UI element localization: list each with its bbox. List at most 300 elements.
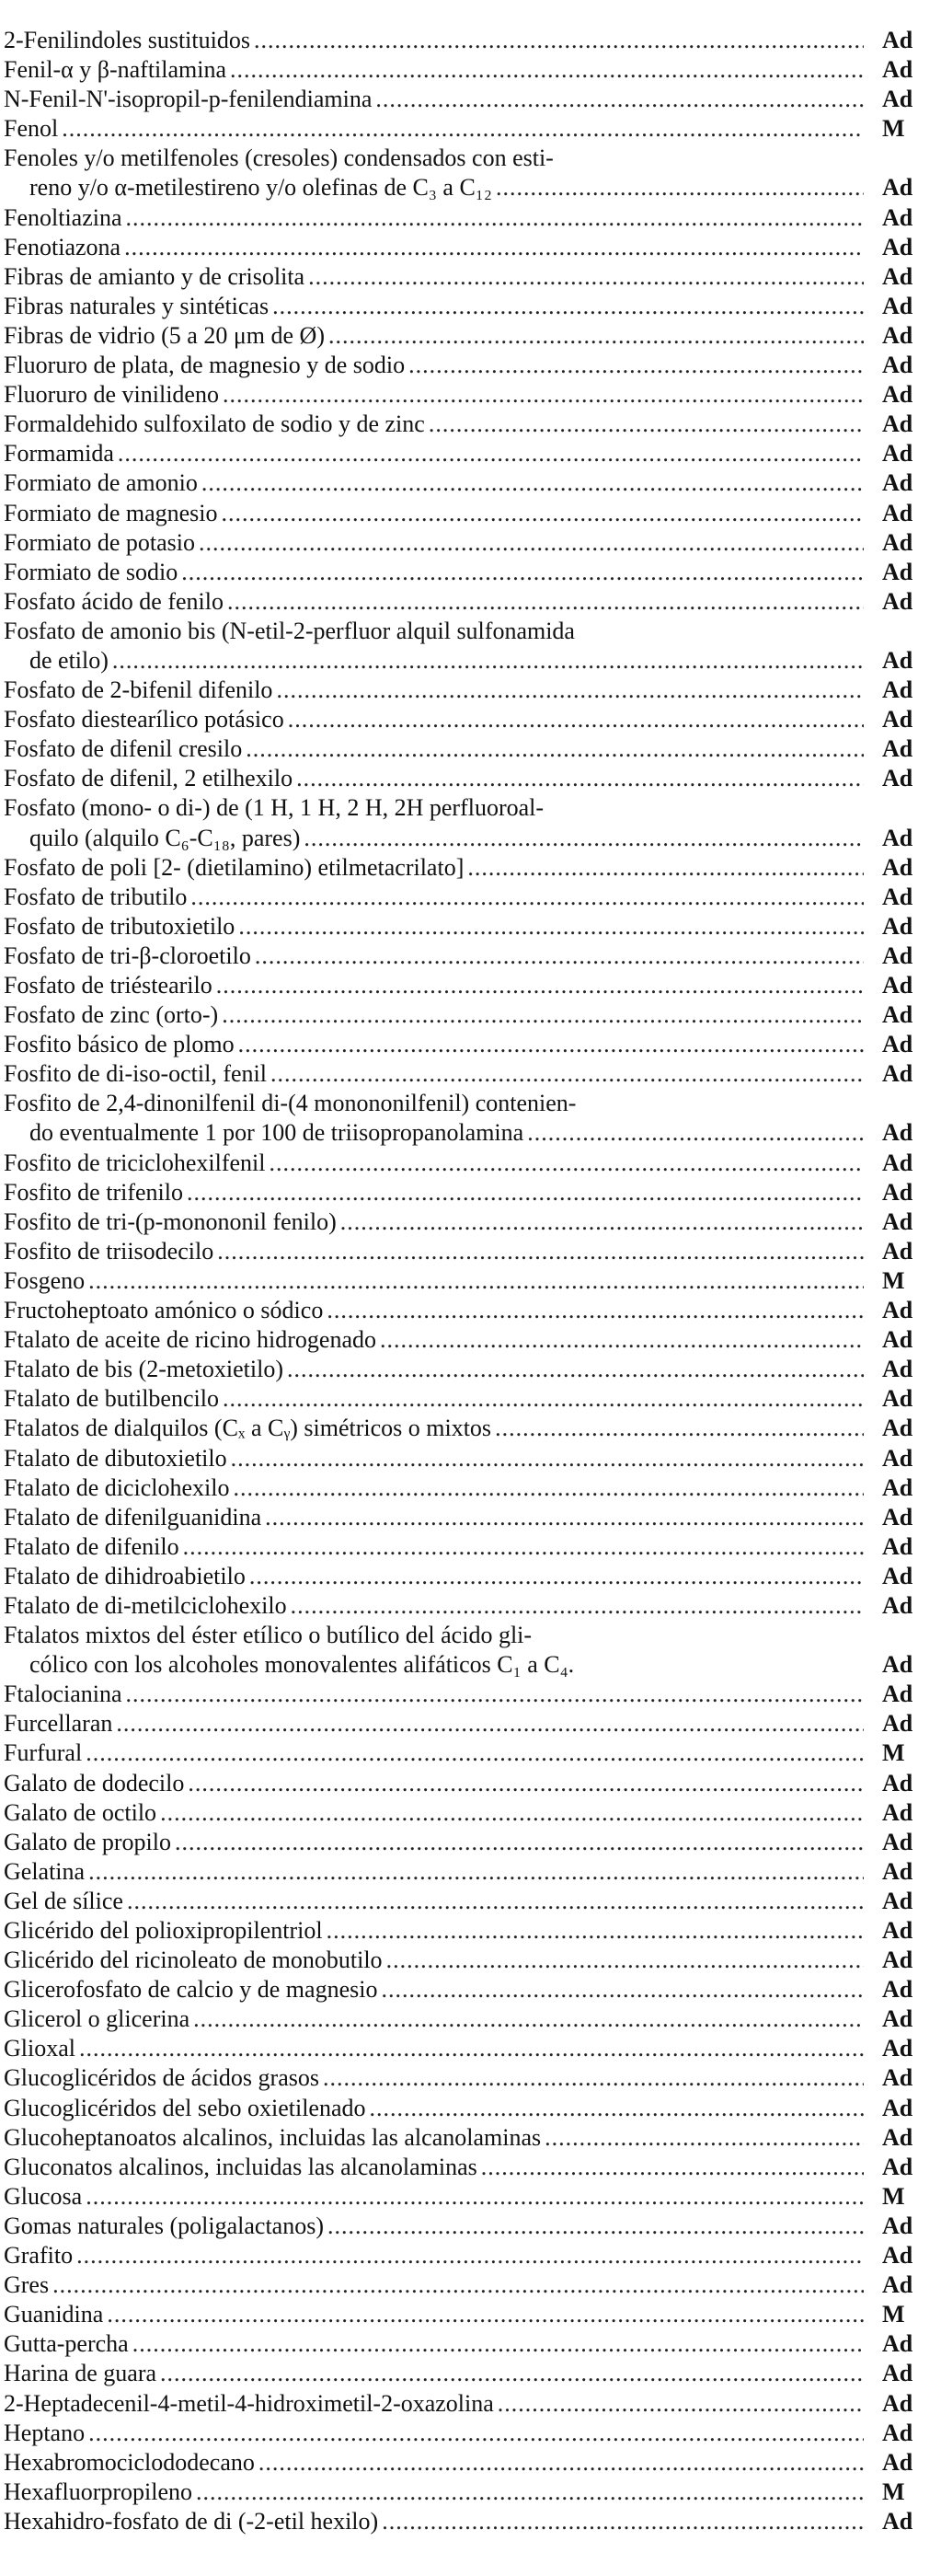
classification-code: Ad	[882, 174, 913, 202]
dot-leader	[82, 2182, 864, 2212]
classification-code: Ad	[882, 27, 913, 53]
classification-code: Ad	[882, 1503, 913, 1531]
classification-code: Ad	[882, 558, 913, 585]
classification-code: Ad	[882, 2094, 913, 2121]
dot-leader	[283, 1355, 864, 1384]
classification-code: Ad	[882, 1857, 913, 1885]
dot-leader	[376, 1325, 864, 1355]
substance-name: Fibras naturales y sintéticas	[4, 292, 270, 319]
classification-code: Ad	[882, 1828, 913, 1855]
entry-body	[4, 1621, 864, 1650]
classification-code: Ad	[882, 1385, 913, 1413]
classification-code: Ad	[882, 941, 913, 969]
classification-code: Ad	[882, 853, 913, 881]
substance-name: Formiato de amonio	[4, 469, 198, 497]
dot-leader	[230, 1473, 865, 1503]
substance-name: Grafito	[4, 2242, 74, 2270]
dot-leader	[112, 1709, 864, 1739]
dot-leader	[85, 1857, 864, 1887]
list-item	[4, 734, 928, 764]
list-item	[4, 351, 928, 380]
list-item	[4, 468, 928, 498]
list-item	[4, 941, 928, 971]
list-item	[4, 2212, 928, 2241]
classification-code: Ad	[882, 1473, 913, 1501]
list-item	[4, 587, 928, 617]
dot-leader	[378, 2507, 864, 2536]
substance-name: Galato de dodecilo	[4, 1769, 185, 1796]
list-item	[4, 114, 928, 144]
dot-leader	[179, 1532, 864, 1562]
dot-leader	[156, 1798, 864, 1828]
classification-code: Ad	[882, 1415, 913, 1442]
dot-leader	[235, 1030, 864, 1059]
list-item	[4, 2034, 928, 2063]
dot-leader	[323, 1296, 864, 1325]
dot-leader	[464, 853, 864, 883]
entry-body	[4, 1591, 864, 1621]
classification-code: Ad	[882, 528, 913, 556]
entry-body	[4, 2359, 864, 2388]
classification-code: Ad	[882, 2212, 913, 2239]
entry-body	[4, 410, 864, 439]
entry-body	[4, 1739, 864, 1768]
dot-leader	[251, 941, 864, 971]
substance-name: Glicerofosfato de calcio y de magnesio	[4, 1976, 378, 2004]
list-item	[4, 55, 928, 85]
dot-leader	[109, 646, 864, 676]
entry-body	[4, 1149, 864, 1178]
entry-body	[4, 1769, 864, 1798]
classification-code: Ad	[882, 1119, 913, 1147]
dot-leader	[212, 971, 864, 1000]
substance-name: Fenil-α y β-naftilamina	[4, 56, 227, 84]
dot-leader	[523, 1118, 864, 1148]
list-item	[4, 1325, 928, 1355]
substance-name: Formiato de magnesio	[4, 499, 218, 526]
entry-body	[4, 2448, 864, 2478]
substance-name: reno y/o α-metilestireno y/o olefinas de C₃ a C₁₂	[29, 174, 492, 202]
classification-code: Ad	[882, 2507, 913, 2535]
list-item	[4, 1769, 928, 1798]
dot-leader	[187, 883, 864, 912]
dot-leader	[85, 2419, 864, 2448]
classification-code: Ad	[882, 56, 913, 84]
classification-code: Ad	[882, 735, 913, 763]
classification-code: Ad	[882, 1651, 913, 1679]
substance-name: Ftalato de di-metilciclohexilo	[4, 1591, 287, 1619]
dot-leader	[122, 203, 864, 233]
classification-code: Ad	[882, 972, 913, 999]
classification-code: Ad	[882, 2330, 913, 2358]
classification-code: Ad	[882, 587, 913, 615]
list-item	[4, 646, 928, 676]
dot-leader	[272, 676, 864, 705]
entry-body	[4, 734, 864, 764]
entry-body	[4, 1503, 864, 1532]
list-item	[4, 2063, 928, 2093]
dot-leader	[541, 2123, 864, 2153]
entry-body	[4, 1296, 864, 1325]
substance-name: Ftalato de difenilo	[4, 1532, 179, 1560]
dot-leader	[267, 1059, 864, 1089]
entry-body	[4, 2063, 864, 2093]
classification-code: Ad	[882, 1060, 913, 1088]
list-item	[4, 203, 928, 233]
substance-name: Glicérido del ricinoleato de monobutilo	[4, 1946, 383, 1974]
entry-body	[4, 2094, 864, 2123]
substance-name: Fosfato de triéstearilo	[4, 972, 212, 999]
dot-leader	[129, 2329, 864, 2359]
classification-code: Ad	[882, 1297, 913, 1324]
entry-body	[4, 2182, 864, 2212]
dot-leader	[544, 793, 864, 823]
classification-code: Ad	[882, 883, 913, 910]
entry-body	[4, 824, 864, 853]
entry-body	[4, 1798, 864, 1828]
substance-name: Gutta-percha	[4, 2330, 129, 2358]
list-item	[4, 410, 928, 439]
list-item	[4, 292, 928, 321]
classification-code: Ad	[882, 321, 913, 349]
entry-body	[4, 468, 864, 498]
substance-name: Fosfato de difenil, 2 etilhexilo	[4, 765, 293, 792]
dot-leader	[82, 1739, 864, 1768]
entry-body	[4, 1680, 864, 1709]
list-item	[4, 2182, 928, 2212]
substance-name: Ftalatos mixtos del éster etílico o butílico del ácido gli-	[4, 1622, 533, 1649]
entry-body	[4, 55, 864, 85]
list-item	[4, 1384, 928, 1414]
entry-body	[4, 262, 864, 292]
substance-name: Formamida	[4, 440, 114, 468]
substance-name: Fosfito de triisodecilo	[4, 1237, 214, 1265]
substance-name: Fructoheptoato amónico o sódico	[4, 1297, 324, 1324]
classification-code: Ad	[882, 1887, 913, 1914]
dot-leader	[532, 1621, 864, 1650]
substance-name: Fibras de vidrio (5 a 20 μm de Ø)	[4, 321, 325, 349]
list-item	[4, 1798, 928, 1828]
list-item	[4, 262, 928, 292]
list-item	[4, 173, 928, 202]
classification-code: Ad	[882, 1917, 913, 1944]
list-item	[4, 499, 928, 528]
dot-leader	[219, 1384, 864, 1414]
classification-code: Ad	[882, 2271, 913, 2299]
substance-name: Fosfato de difenil cresilo	[4, 735, 243, 763]
list-item	[4, 233, 928, 262]
list-item	[4, 1562, 928, 1591]
list-item	[4, 439, 928, 468]
entry-body	[4, 1355, 864, 1384]
dot-leader	[574, 1650, 864, 1680]
list-item	[4, 2448, 928, 2478]
substance-name: Fosfato diestearílico potásico	[4, 706, 284, 734]
list-item	[4, 883, 928, 912]
classification-code: Ad	[882, 469, 913, 497]
classification-code: Ad	[882, 1798, 913, 1826]
dot-leader	[235, 912, 864, 941]
classification-code: Ad	[882, 676, 913, 704]
entry-body	[4, 941, 864, 971]
dot-leader	[178, 558, 864, 587]
entry-body	[4, 203, 864, 233]
list-item	[4, 1503, 928, 1532]
list-item	[4, 2478, 928, 2507]
dot-leader	[224, 587, 864, 617]
substance-name: Hexahidro-fosfato de di (-2-etil hexilo)	[4, 2507, 379, 2535]
classification-code: Ad	[882, 233, 913, 260]
substance-name: Ftalato de aceite de ricino hidrogenado	[4, 1326, 377, 1354]
entry-body	[4, 912, 864, 941]
entry-body	[4, 528, 864, 558]
substance-name: Glicérido del polioxipropilentriol	[4, 1917, 323, 1944]
classification-code: Ad	[882, 1031, 913, 1058]
substance-name: Fosfito de 2,4-dinonilfenil di-(4 monononilfenil) contenien-	[4, 1090, 577, 1117]
list-item	[4, 1887, 928, 1916]
entry-body	[4, 971, 864, 1000]
substance-name: 2-Fenilindoles sustituidos	[4, 27, 250, 53]
dot-leader	[192, 2478, 864, 2507]
entry-body	[4, 1030, 864, 1059]
entry-body	[4, 114, 864, 144]
entry-body	[4, 1266, 864, 1296]
list-item	[4, 676, 928, 705]
entry-body	[4, 1414, 864, 1443]
substance-name: Fosgeno	[4, 1266, 86, 1294]
substance-name: Fenoles y/o metilfenoles (cresoles) condensados con esti-	[4, 144, 554, 172]
entry-body	[4, 1887, 864, 1916]
classification-code: Ad	[882, 2005, 913, 2033]
list-item	[4, 1000, 928, 1030]
list-item	[4, 1118, 928, 1148]
substance-name: Fosfito de di-iso-octil, fenil	[4, 1060, 267, 1088]
dot-leader	[123, 1887, 864, 1916]
entry-body	[4, 2507, 864, 2536]
substance-name: Gomas naturales (poligalactanos)	[4, 2212, 324, 2239]
dot-leader	[269, 292, 864, 321]
substance-name: Fosfato de tributoxietilo	[4, 912, 235, 940]
classification-code: Ad	[882, 1591, 913, 1619]
entry-body	[4, 439, 864, 468]
dot-leader	[377, 1975, 864, 2004]
classification-code: Ad	[882, 2389, 913, 2417]
substance-name: Fosfito de trifenilo	[4, 1178, 183, 1206]
list-item	[4, 528, 928, 558]
classification-code: Ad	[882, 824, 913, 851]
classification-code: Ad	[882, 410, 913, 438]
list-item	[4, 2300, 928, 2329]
entry-body	[4, 793, 864, 823]
substance-name: Formaldehido sulfoxilato de sodio y de zinc	[4, 410, 425, 438]
classification-code: Ad	[882, 1681, 913, 1708]
list-item	[4, 1059, 928, 1089]
list-item	[4, 1709, 928, 1739]
dot-leader	[284, 705, 864, 734]
substance-name: Formiato de potasio	[4, 528, 195, 556]
list-item	[4, 912, 928, 941]
substance-name: Fosfato de tri-β-cloroetilo	[4, 941, 251, 969]
entry-body	[4, 764, 864, 793]
classification-code: Ad	[882, 1326, 913, 1354]
dot-leader	[494, 2389, 864, 2419]
dot-leader	[246, 1562, 864, 1591]
dot-leader	[218, 1000, 864, 1030]
dot-leader	[366, 2094, 864, 2123]
list-item	[4, 2004, 928, 2034]
dot-leader	[261, 1503, 864, 1532]
list-item	[4, 1414, 928, 1443]
dot-leader	[383, 1946, 864, 1975]
entry-body	[4, 144, 864, 173]
dot-leader	[293, 764, 864, 793]
dot-leader	[405, 351, 864, 380]
entry-body	[4, 1562, 864, 1591]
dot-leader	[219, 380, 864, 410]
classification-code: Ad	[882, 2448, 913, 2476]
entry-body	[4, 676, 864, 705]
list-item	[4, 2359, 928, 2388]
dot-leader	[122, 1680, 864, 1709]
list-item	[4, 2270, 928, 2300]
dot-leader	[287, 1591, 864, 1621]
classification-code: Ad	[882, 292, 913, 319]
substance-name: Formiato de sodio	[4, 558, 178, 585]
classification-code: Ad	[882, 1356, 913, 1383]
substance-name: Harina de guara	[4, 2360, 157, 2387]
dot-leader	[195, 528, 864, 558]
dot-leader	[184, 1769, 864, 1798]
list-item	[4, 705, 928, 734]
list-item	[4, 1739, 928, 1768]
list-item	[4, 971, 928, 1000]
entry-body	[4, 1946, 864, 1975]
substance-name: Fosfato de poli [2- (dietilamino) etilmetacrilato]	[4, 853, 465, 881]
entry-body	[4, 2419, 864, 2448]
entry-body	[4, 1178, 864, 1207]
dot-leader	[85, 1266, 864, 1296]
entry-body	[4, 1532, 864, 1562]
dot-leader	[575, 617, 864, 646]
substance-name: 2-Heptadecenil-4-metil-4-hidroximetil-2-oxazolina	[4, 2389, 494, 2417]
substance-name: Ftalato de difenilguanidina	[4, 1503, 262, 1531]
substance-name: de etilo)	[29, 646, 109, 674]
list-item	[4, 1266, 928, 1296]
substance-name: quilo (alquilo C₆-C₁₈, pares)	[29, 824, 301, 851]
list-item	[4, 1532, 928, 1562]
dot-leader	[49, 2270, 864, 2300]
dot-leader	[323, 1916, 864, 1946]
list-item	[4, 85, 928, 114]
entry-body	[4, 1000, 864, 1030]
substance-name: Fosfito de triciclohexilfenil	[4, 1149, 266, 1176]
classification-code: Ad	[882, 2242, 913, 2270]
substance-name: Glioxal	[4, 2035, 75, 2062]
entry-body	[4, 1444, 864, 1473]
classification-code: Ad	[882, 381, 913, 409]
list-item	[4, 558, 928, 587]
substance-name: Fosfito de tri-(p-monononil fenilo)	[4, 1207, 337, 1235]
substance-name: Fosfato de zinc (orto-)	[4, 1001, 219, 1029]
classification-code: M	[882, 1739, 905, 1767]
substance-name: Ftalato de bis (2-metoxietilo)	[4, 1356, 283, 1383]
dot-leader	[250, 26, 864, 55]
classification-code: M	[882, 2478, 905, 2505]
list-item	[4, 1237, 928, 1266]
entry-body	[4, 646, 864, 676]
dot-leader	[576, 1089, 864, 1118]
dot-leader	[75, 2034, 864, 2063]
entry-body	[4, 1650, 864, 1680]
classification-code: Ad	[882, 646, 913, 674]
list-item	[4, 2241, 928, 2270]
entry-body	[4, 587, 864, 617]
list-item	[4, 1178, 928, 1207]
entry-body	[4, 883, 864, 912]
classification-code: Ad	[882, 1237, 913, 1265]
classification-code: Ad	[882, 1976, 913, 2004]
substance-name: Hexabromociclododecano	[4, 2448, 255, 2476]
entry-body	[4, 2241, 864, 2270]
dot-leader	[491, 1414, 864, 1443]
list-item	[4, 1650, 928, 1680]
substance-name: Gres	[4, 2271, 50, 2299]
dot-leader	[218, 499, 864, 528]
substance-name: Ftalocianina	[4, 1681, 122, 1708]
list-item	[4, 1207, 928, 1237]
list-item	[4, 26, 928, 55]
substance-name: Glucoheptanoatos alcalinos, incluidas las alcanolaminas	[4, 2123, 542, 2151]
entry-body	[4, 2212, 864, 2241]
list-item	[4, 2507, 928, 2536]
dot-leader	[242, 734, 864, 764]
entry-body	[4, 2329, 864, 2359]
substance-name: Fenol	[4, 115, 59, 143]
substance-name: cólico con los alcoholes monovalentes alifáticos C₁ a C₄.	[29, 1651, 575, 1679]
dot-leader	[227, 1444, 864, 1473]
entry-body	[4, 233, 864, 262]
entry-body	[4, 173, 864, 202]
entry-body	[4, 2034, 864, 2063]
entry-body	[4, 2123, 864, 2153]
substance-name: Fenotiazona	[4, 233, 121, 260]
list-item	[4, 2329, 928, 2359]
entry-body	[4, 1857, 864, 1887]
dot-leader	[325, 321, 864, 351]
dot-leader	[213, 1237, 864, 1266]
substance-name: Glucoglicéridos del sebo oxietilenado	[4, 2094, 366, 2121]
dot-leader	[492, 173, 864, 202]
list-item	[4, 1591, 928, 1621]
substance-name: Fluoruro de vinilideno	[4, 381, 219, 409]
list-item	[4, 1946, 928, 1975]
list-item	[4, 1355, 928, 1384]
dot-leader	[255, 2448, 864, 2478]
classification-code: Ad	[882, 2419, 913, 2446]
entry-body	[4, 1709, 864, 1739]
dot-leader	[425, 410, 864, 439]
list-item	[4, 380, 928, 410]
entry-body	[4, 1325, 864, 1355]
classification-code: Ad	[882, 262, 913, 290]
classification-code: M	[882, 2182, 905, 2210]
entry-body	[4, 26, 864, 55]
dot-leader	[120, 233, 864, 262]
entry-body	[4, 499, 864, 528]
substance-name: Furcellaran	[4, 1710, 113, 1738]
substance-name: Fibras de amianto y de crisolita	[4, 262, 305, 290]
substance-name: Gelatina	[4, 1857, 86, 1885]
